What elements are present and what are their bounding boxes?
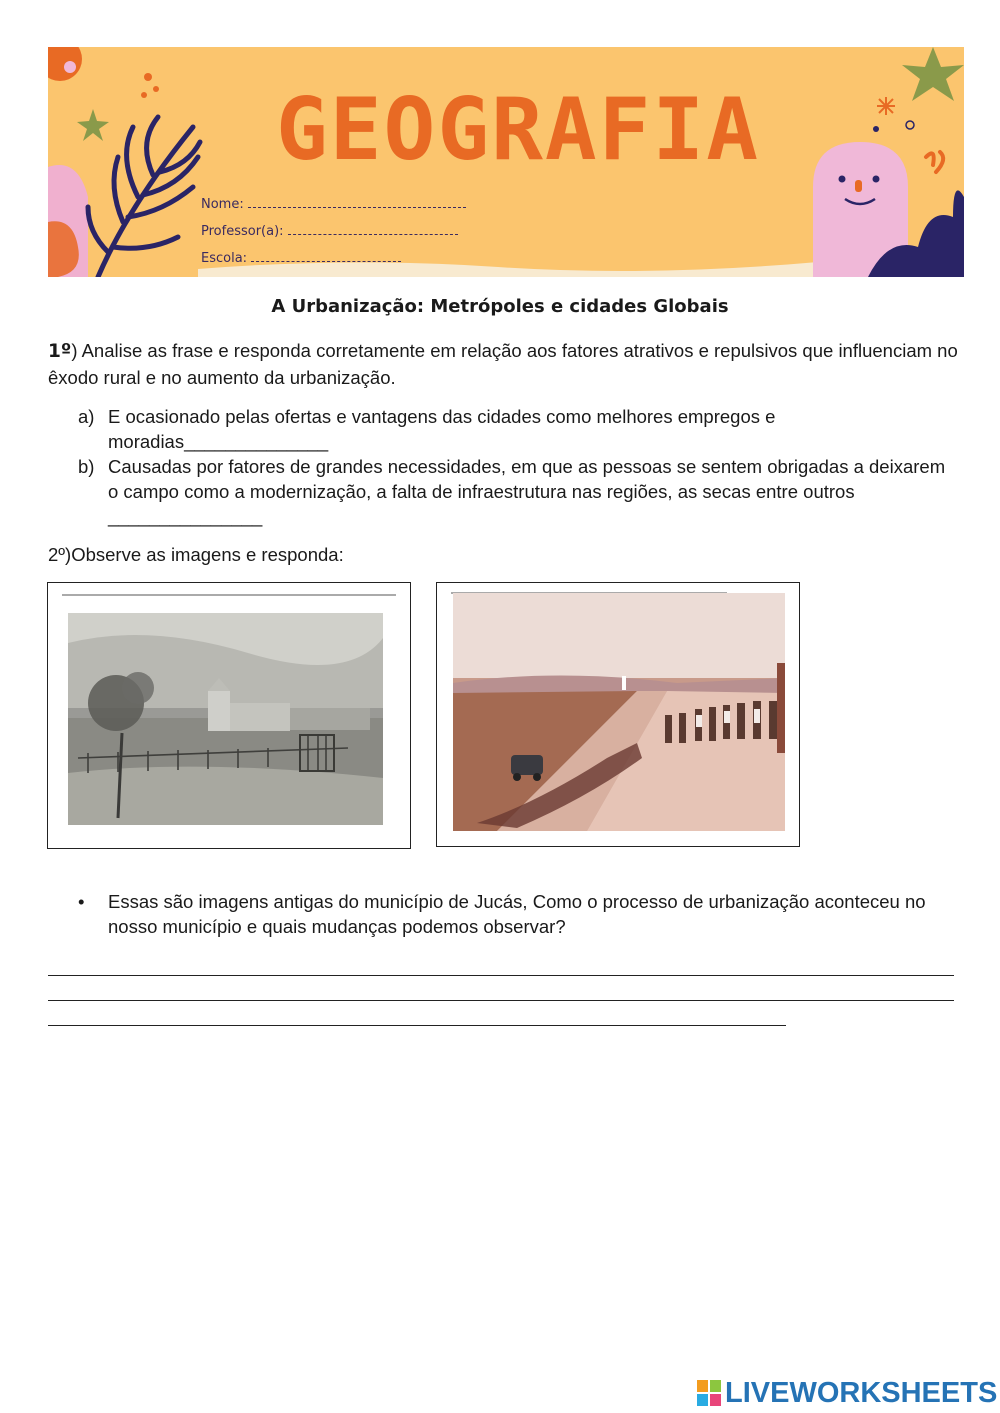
answer-line[interactable] — [48, 975, 954, 976]
question-2: 2º)Observe as imagens e responda: — [48, 544, 344, 565]
item-marker: b) — [78, 456, 95, 477]
bullet-icon: • — [78, 891, 85, 912]
school-field-line[interactable] — [251, 251, 401, 262]
teacher-field-label: Professor(a): — [201, 224, 284, 239]
item-text: Causadas por fatores de grandes necessidades, em que as pessoas se sentem obrigadas a deixarem o campo como a modernização, a falta de infraestrutura nas regiões, as secas entre outros _______________ — [108, 456, 946, 527]
teacher-field[interactable] — [201, 224, 458, 239]
old-town-photo — [47, 582, 411, 849]
bullet-text: Essas são imagens antigas do município de Jucás, Como o processo de urbanização aconteceu no nosso município e quais mudanças podemos observar? — [108, 891, 926, 937]
answer-line[interactable] — [48, 1025, 786, 1026]
footer-logo-text: LIVEWORKSHEETS — [725, 1376, 998, 1409]
footer-logo — [697, 1376, 997, 1410]
old-town-photo-image — [48, 583, 410, 848]
name-field-label: Nome: — [201, 197, 244, 212]
page-title: A Urbanização: Metrópoles e cidades Globais — [271, 296, 729, 317]
school-field-label: Escola: — [201, 251, 248, 266]
name-field-line[interactable] — [248, 197, 466, 208]
question-1-number: 1º — [48, 341, 72, 362]
old-street-photo-image — [437, 583, 799, 846]
name-field[interactable] — [201, 197, 466, 212]
question-1 — [48, 338, 958, 391]
item-text: E ocasionado pelas ofertas e vantagens das cidades como melhores empregos e moradias______________ — [108, 406, 776, 452]
old-street-photo — [436, 582, 800, 847]
teacher-field-line[interactable] — [288, 224, 458, 235]
school-field[interactable] — [201, 251, 401, 266]
item-marker: a) — [78, 406, 95, 427]
liveworksheets-logo-icon — [697, 1380, 721, 1406]
header-banner — [48, 47, 964, 277]
question-1-text: ) Analise as frase e responda corretamente em relação aos fatores atrativos e repulsivos que influenciam no êxodo rural e no aumento da urbanização. — [48, 340, 958, 388]
banner-title: GEOGRAFIA — [276, 80, 760, 180]
answer-line[interactable] — [48, 1000, 954, 1001]
